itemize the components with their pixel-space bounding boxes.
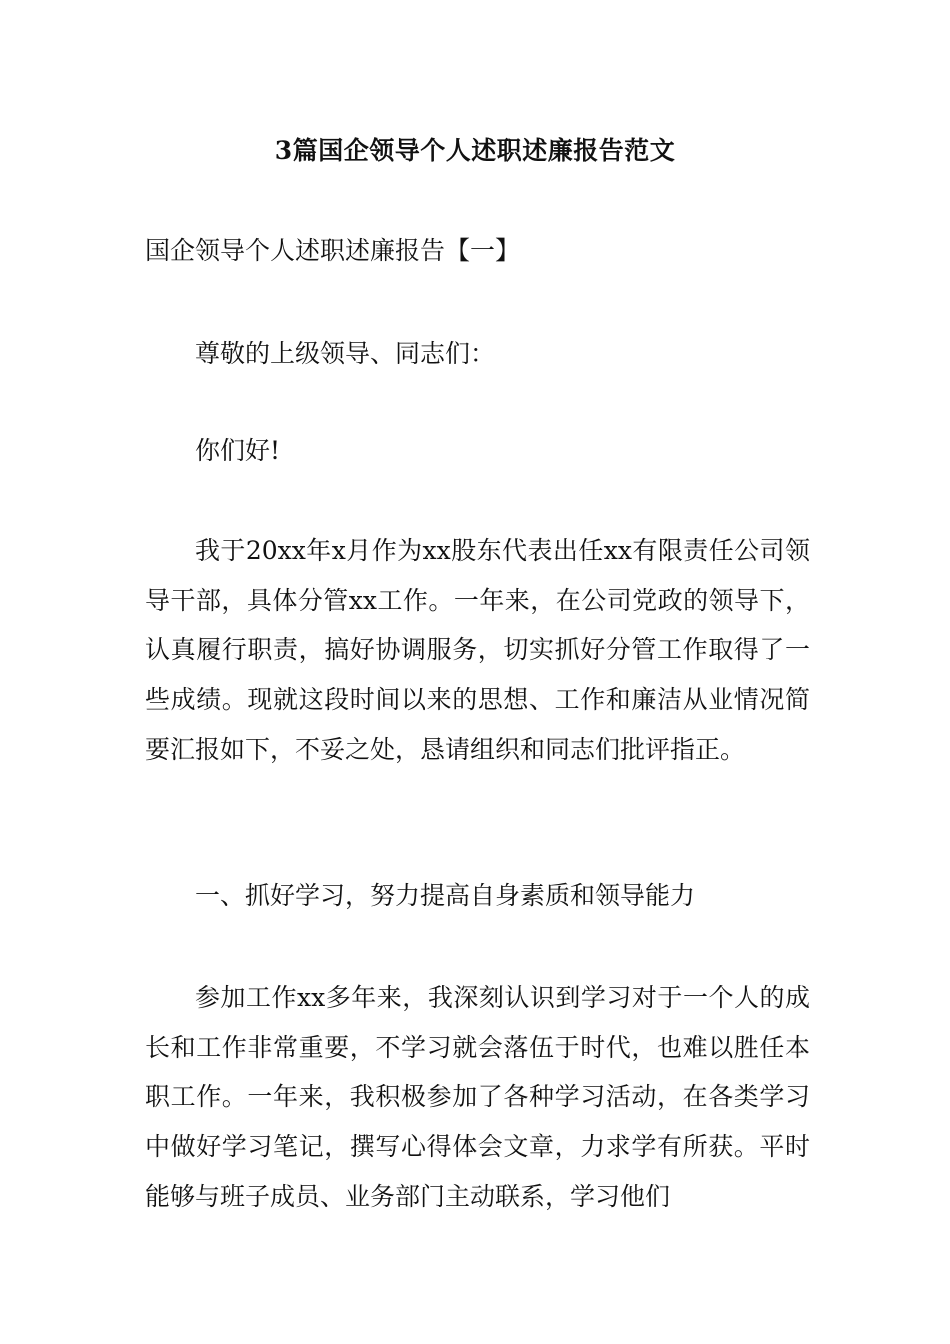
greeting: 你们好!	[195, 436, 281, 465]
document-title: 3篇国企领导个人述职述廉报告范文	[274, 136, 676, 165]
paragraph-study: 参加工作xx多年来，我深刻认识到学习对于一个人的成长和工作非常重要，不学习就会落伍于时代，也难以胜任本职工作。一年来，我积极参加了各种学习活动，在各类学习中做好学习笔记，撰写心得体会文章，力求学有所获。平时能够与班子成员、业务部门主动联系，学习他们	[145, 983, 810, 1211]
subheading-study: 一、抓好学习，努力提高自身素质和领导能力	[195, 881, 696, 910]
salutation: 尊敬的上级领导、同志们：	[195, 339, 496, 368]
section-heading: 国企领导个人述职述廉报告【一】	[145, 236, 521, 265]
paragraph-intro: 我于20xx年x月作为xx股东代表出任xx有限责任公司领导干部，具体分管xx工作。一年来，在公司党政的领导下，认真履行职责，搞好协调服务，切实抓好分管工作取得了一些成绩。现就这段时间以来的思想、工作和廉洁从业情况简要汇报如下，不妥之处，恳请组织和同志们批评指正。	[145, 536, 810, 764]
